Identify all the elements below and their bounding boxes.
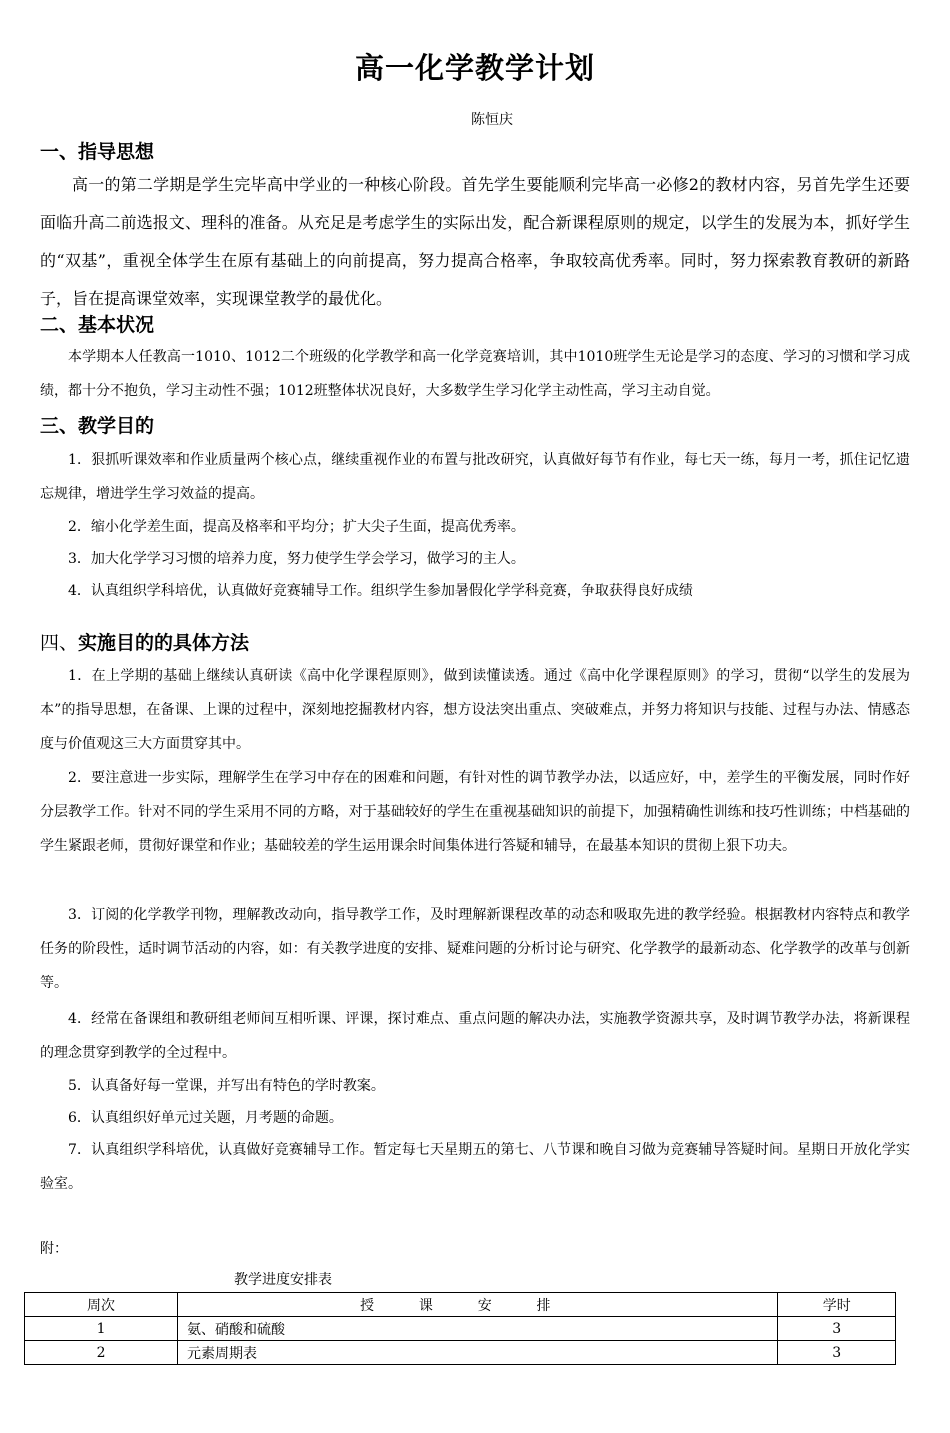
list-item: 1．狠抓听课效率和作业质量两个核心点，继续重视作业的布置与批改研究，认真做好每节有作业，每七天一练，每月一考，抓住记忆遗忘规律，增进学生学习效益的提高。 — [40, 452, 910, 502]
document-title: 高一化学教学计划 — [354, 51, 595, 85]
list-item: 2．缩小化学差生面，提高及格率和平均分；扩大尖子生面，提高优秀率。 — [68, 519, 525, 535]
table-row — [25, 1317, 896, 1341]
table-cell-arrangement: 元素周期表 — [178, 1341, 778, 1365]
list-item: 4．经常在备课组和教研组老师间互相听课、评课，探讨难点、重点问题的解决办法，实施教学资源共享，及时调节教学办法，将新课程的理念贯穿到教学的全过程中。 — [40, 1011, 910, 1061]
section-heading-basic-situation: 二、基本状况 — [40, 314, 155, 336]
appendix-label: 附： — [40, 1241, 68, 1257]
section-paragraph-guiding-ideology: 高一的第二学期是学生完毕高中学业的一种核心阶段。首先学生要能顺利完毕高一必修2的教材内容，另首先学生还要面临升高二前选报文、理科的准备。从充足是考虑学生的实际出发，配合新课程原则的规定，以学生的发展为本，抓好学生的“双基”，重视全体学生在原有基础上的向前提高，努力提高合格率，争取较高优秀率。同时，努力探索教育教研的新路子，旨在提高课堂效率，实现课堂教学的最优化。 — [40, 175, 910, 308]
list-item: 7．认真组织学科培优，认真做好竞赛辅导工作。暂定每七天星期五的第七、八节课和晚自习做为竞赛辅导答疑时间。星期日开放化学实验室。 — [40, 1142, 910, 1192]
author-name: 陈恒庆 — [471, 112, 513, 128]
list-item: 5．认真备好每一堂课，并写出有特色的学时教案。 — [68, 1078, 385, 1094]
list-item: 3．加大化学学习习惯的培养力度，努力使学生学会学习，做学习的主人。 — [68, 551, 525, 567]
table-cell-week: 2 — [25, 1341, 178, 1365]
section-heading-implementation-methods — [40, 630, 249, 656]
table-cell-hours: 3 — [778, 1341, 896, 1365]
section-heading-guiding-ideology: 一、指导思想 — [40, 141, 155, 163]
section-heading-prefix: 四、 — [40, 632, 79, 654]
column-header-week: 周次 — [25, 1293, 178, 1317]
section-heading-text: 实施目的的具体方法 — [78, 632, 250, 654]
table-caption: 教学进度安排表 — [234, 1272, 332, 1288]
column-header-arrangement: 授课安排 — [178, 1293, 778, 1317]
table-cell-hours: 3 — [778, 1317, 896, 1341]
schedule-table — [24, 1292, 896, 1365]
section-heading-teaching-goals: 三、教学目的 — [40, 415, 155, 437]
table-row — [25, 1341, 896, 1365]
list-item: 4．认真组织学科培优，认真做好竞赛辅导工作。组织学生参加暑假化学学科竞赛，争取获得良好成绩 — [68, 583, 693, 599]
list-item: 6．认真组织好单元过关题，月考题的命题。 — [68, 1110, 343, 1126]
table-cell-arrangement: 氨、硝酸和硫酸 — [178, 1317, 778, 1341]
list-item: 3．订阅的化学教学刊物，理解教改动向，指导教学工作，及时理解新课程改革的动态和吸取先进的教学经验。根据教材内容特点和教学任务的阶段性，适时调节活动的内容，如：有关教学进度的安排、疑难问题的分析讨论与研究、化学教学的最新动态、化学教学的改革与创新等。 — [40, 907, 910, 991]
list-item: 2．要注意进一步实际，理解学生在学习中存在的困难和问题，有针对性的调节教学办法，以适应好，中，差学生的平衡发展，同时作好分层教学工作。针对不同的学生采用不同的方略，对于基础较好的学生在重视基础知识的前提下，加强精确性训练和技巧性训练；中档基础的学生紧跟老师，贯彻好课堂和作业；基础较差的学生运用课余时间集体进行答疑和辅导，在最基本知识的贯彻上狠下功夫。 — [40, 770, 910, 854]
table-header-row — [25, 1293, 896, 1317]
section-paragraph-basic-situation: 本学期本人任教高一1010、1012二个班级的化学教学和高一化学竞赛培训，其中1010班学生无论是学习的态度、学习的习惯和学习成绩，都十分不抱负，学习主动性不强；1012班整体状况良好，大多数学生学习化学主动性高，学习主动自觉。 — [40, 349, 910, 399]
list-item: 1．在上学期的基础上继续认真研读《高中化学课程原则》，做到读懂读透。通过《高中化学课程原则》的学习，贯彻“以学生的发展为本”的指导思想，在备课、上课的过程中，深刻地挖掘教材内容，想方设法突出重点、突破难点，并努力将知识与技能、过程与办法、情感态度与价值观这三大方面贯穿其中。 — [40, 668, 910, 752]
table-cell-week: 1 — [25, 1317, 178, 1341]
column-header-hours: 学时 — [778, 1293, 896, 1317]
